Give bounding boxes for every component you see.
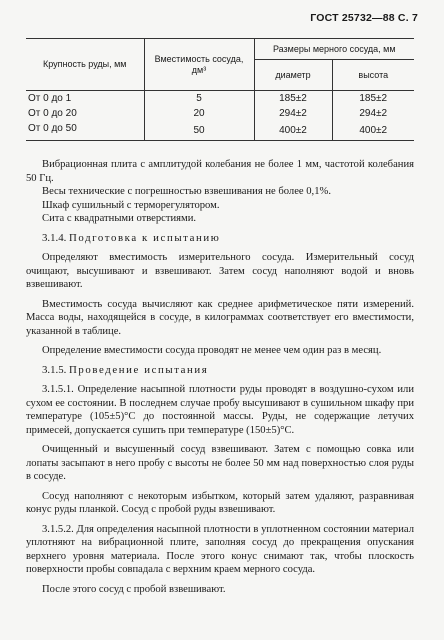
paragraph: Весы технические с погрешностью взвешивания не более 0,1%. <box>42 186 331 197</box>
table-row <box>26 91 414 107</box>
cell-diameter: 185±2 <box>254 91 332 107</box>
paragraph: Определяют вместимость измерительного сосуда. Измерительный сосуд очищают, высушивают и взвешивают. Затем сосуд наполняют водой и вновь взвешивают. <box>26 252 414 290</box>
col-diameter-header: диаметр <box>254 60 332 91</box>
paragraph: Сосуд наполняют с некоторым избытком, который затем удаляют, разравнивая конус руды планкой. Сосуд с пробой руды взвешивают. <box>26 490 414 515</box>
section-heading-3-1-5 <box>26 364 414 378</box>
cell-size: От 0 до 1 <box>28 93 72 104</box>
cell-diameter: 400±2 <box>254 121 332 141</box>
paragraph: После этого сосуд с пробой взвешивают. <box>42 583 226 595</box>
section-title: Проведение испытания <box>69 363 209 376</box>
cell-height: 185±2 <box>332 91 414 107</box>
paragraph: 3.1.5.2. Для определения насыпной плотности в уплотненном состоянии материал уплотняют на вибрационной плите, заполняя сосуд до прекращения опускания верхнего уровня материала. После этого конус снимают так, чтобы плоскость поверхности пробы совпадала с верхним краем мерного сосуда. <box>26 523 414 575</box>
cell-capacity: 5 <box>144 91 254 107</box>
cell-capacity: 20 <box>144 106 254 121</box>
table-row <box>26 106 414 121</box>
col-ore-size-header: Крупность руды, мм <box>26 39 144 91</box>
cell-height: 294±2 <box>332 106 414 121</box>
cell-size: От 0 до 50 <box>28 123 77 134</box>
section-number: 3.1.5. <box>42 363 67 376</box>
cell-capacity: 50 <box>144 121 254 141</box>
col-height-header: высота <box>332 60 414 91</box>
cell-height: 400±2 <box>332 121 414 141</box>
ore-size-table <box>26 38 414 141</box>
document-body <box>26 158 414 602</box>
col-dimensions-group-header: Размеры мерного сосуда, мм <box>254 39 414 60</box>
cell-diameter: 294±2 <box>254 106 332 121</box>
paragraph: 3.1.5.1. Определение насыпной плотности руды проводят в воздушно-сухом или сухом ее состоянии. В последнем случае пробу высушивают в сушильном шкафу при температуре (105±5)°С до постоянной массы. Руды, не содержащие летучих примесей, допускается сушить при температуре (150±5)°С. <box>26 384 414 436</box>
paragraph: Шкаф сушильный с терморегулятором. <box>42 199 220 211</box>
section-title: Подготовка к испытанию <box>69 231 221 244</box>
paragraph: Вместимость сосуда вычисляют как среднее арифметическое пяти измерений. Масса воды, находящейся в сосуде, в килограммах соответствует его вместимости, указанной в таблице. <box>26 298 414 337</box>
paragraph: Сита с квадратными отверстиями. <box>42 213 197 224</box>
paragraph: Определение вместимости сосуда проводят не менее чем один раз в месяц. <box>42 345 382 356</box>
table-row <box>26 121 414 141</box>
cell-size: От 0 до 20 <box>28 108 77 119</box>
paragraph: Очищенный и высушенный сосуд взвешивают. Затем с помощью совка или лопаты засыпают в него пробу с высоты не более 50 мм над поверхностью слоя руды в сосуде. <box>26 444 414 482</box>
section-number: 3.1.4. <box>42 231 67 244</box>
col-capacity-header: Вместимость сосуда, дм³ <box>144 39 254 91</box>
section-heading-3-1-4 <box>26 232 414 246</box>
paragraph: Вибрационная плита с амплитудой колебания не более 1 мм, частотой колебания 50 Гц. <box>26 159 414 184</box>
page-header: ГОСТ 25732—88 С. 7 <box>310 12 418 24</box>
